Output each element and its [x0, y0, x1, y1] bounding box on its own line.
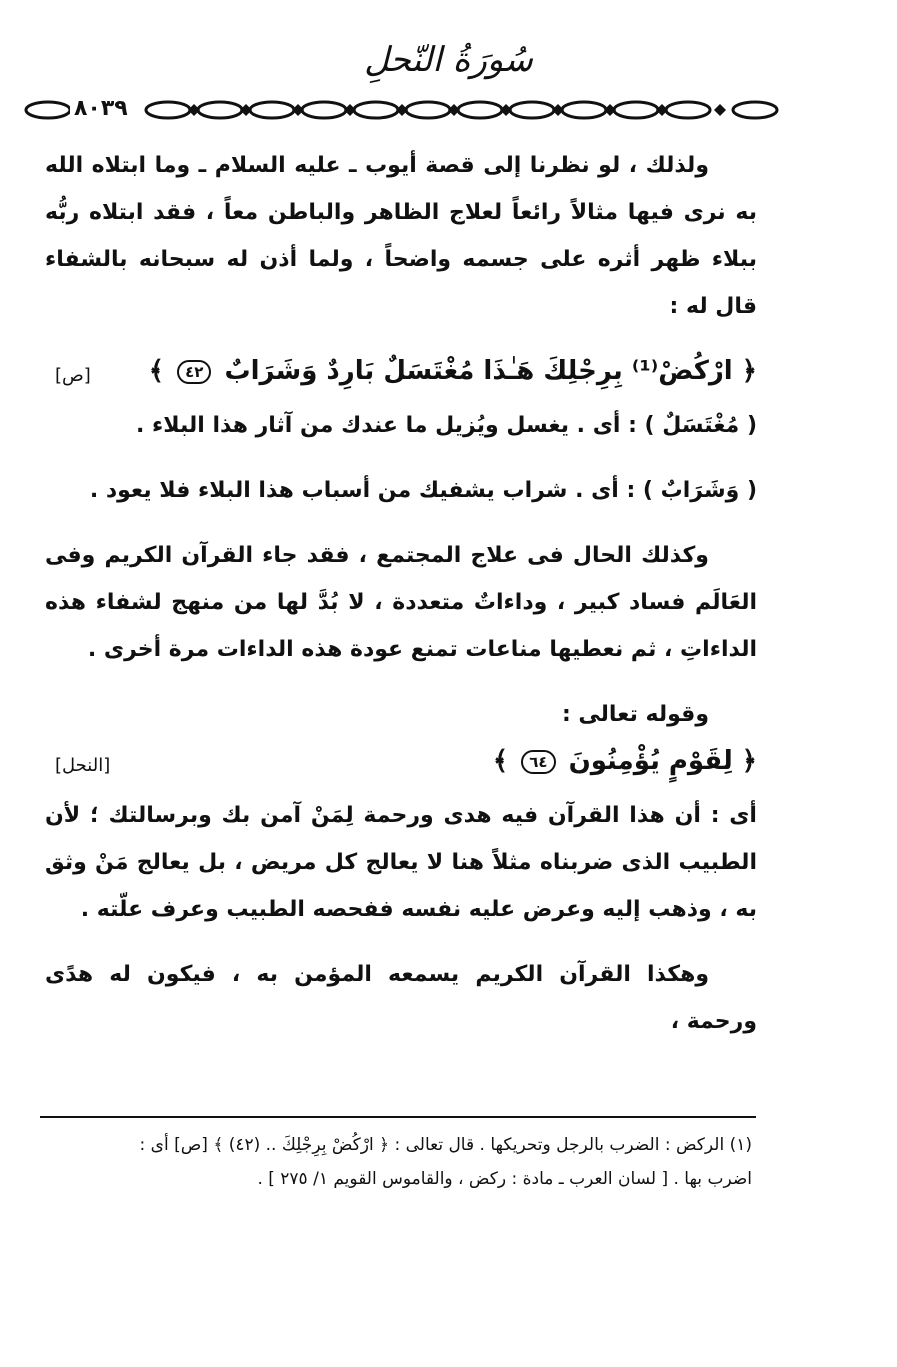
quran-verse-nahl [45, 738, 757, 792]
paragraph-qawluhu: وقوله تعالى : [561, 702, 709, 727]
footnote [40, 1128, 752, 1196]
ayah-number-badge: ٤٢ [177, 360, 211, 384]
verse-text: ﴿ ارْكُضْ⁽¹⁾ بِرِجْلِكَ هَـٰذَا مُغْتَسَلٌ بَارِدٌ وَشَرَابٌ ٤٢ ﴾ [148, 356, 757, 386]
surah-title: سُورَةُ النّحلِ [364, 40, 533, 80]
paragraph-huda: وهكذا القرآن الكريم يسمعه المؤمن به ، فيكون له هدًى ورحمة ، [45, 962, 757, 1034]
footnote-line: (١) الركض : الضرب بالرجل وتحريكها . قال تعالى : ﴿ ارْكُضْ بِرِجْلِكَ .. (٤٢) ﴾ [ص] أى : [139, 1135, 752, 1155]
ayah-number-badge: ٦٤ [521, 750, 555, 774]
text-line: وكذلك الحال فى علاج المجتمع ، فقد جاء القرآن الكريم وفى [45, 543, 709, 568]
footnote-line: اضرب بها . [ لسان العرب ـ مادة : ركض ، والقاموس القويم ١/ ٢٧٥ ] . [257, 1169, 752, 1189]
text-line: مَنْ وثق به ، وذهب إليه وعرض عليه نفسه ففحصه الطبيب وعرف [45, 850, 757, 922]
text-line: قال له : [669, 294, 757, 319]
text-line: ولذلك ، لو نظرنا إلى قصة أيوب ـ عليه السلام ـ وما ابتلاه الله [45, 153, 709, 178]
text-line: لأن الطبيب الذى ضربناه مثلاً هنا لا يعالج كل مريض ، بل يعالج [45, 803, 757, 875]
verse-text: ﴿ لِقَوْمٍ يُؤْمِنُونَ ٦٤ ﴾ [492, 746, 757, 776]
text-line: أى : أن هذا القرآن فيه هدى ورحمة لِمَنْ آمن بك وبرسالتك ؛ [89, 803, 757, 828]
verse-reference: [ص] [55, 365, 91, 386]
page-number: ٨٠٣٩ [70, 92, 132, 126]
text-line: علّته . [80, 897, 144, 922]
paragraph-society [45, 532, 757, 673]
quran-verse-sad [45, 348, 757, 402]
text-line: به نرى فيها مثالاً رائعاً لعلاج الظاهر والباطن معاً ، فقد ابتلاه ربُّه [45, 200, 757, 225]
footnote-divider [40, 1116, 756, 1118]
main-text [45, 142, 757, 1045]
text-line: الداءاتِ ، ثم نعطيها مناعات تمنع عودة هذه الداءات مرة أخرى . [87, 637, 757, 662]
text-line: يعود . [89, 478, 152, 503]
paragraph-mughtasal: ( مُغْتَسَلٌ ) : أى . يغسل ويُزيل ما عندك من آثار هذا البلاء . [136, 413, 757, 438]
text-line: العَالَم فساد كبير ، وداءاتٌ متعددة ، لا بُدَّ لها من منهج لشفاء هذه [45, 590, 757, 615]
paragraph-tabib [45, 792, 757, 933]
verse-reference: [النحل] [55, 755, 111, 776]
text-line: ببلاء ظهر أثره على جسمه واضحاً ، ولما أذن له سبحانه بالشفاء [45, 247, 757, 272]
paragraph-sharab [45, 467, 757, 514]
text-line: ( وَشَرَابٌ ) : أى . شراب يشفيك من أسباب هذا البلاء فلا [159, 478, 757, 503]
paragraph-ayyub [45, 142, 757, 330]
header-ornament [20, 92, 785, 128]
